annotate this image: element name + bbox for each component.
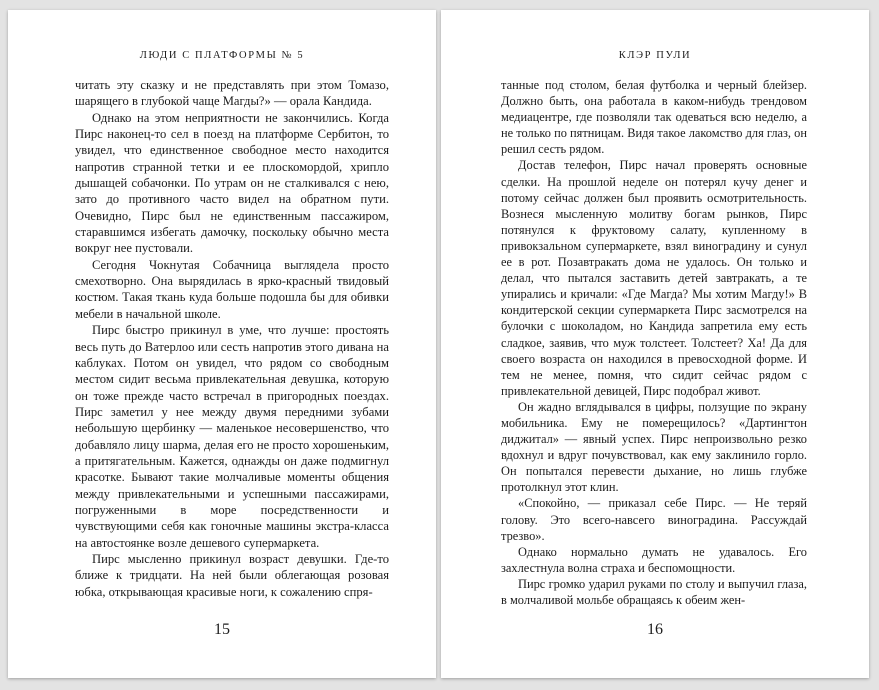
paragraph: Сегодня Чокнутая Собачница выглядела просто смехотворно. Она вырядилась в ярко-красный твидовый костюм. Такая ткань куда больше подошла бы для обивки мебели в начальной школе. bbox=[75, 257, 389, 321]
left-page-text bbox=[75, 77, 389, 600]
paragraph: Однако нормально думать не удавалось. Его захлестнула волна страха и беспомощности. bbox=[501, 544, 807, 575]
paragraph: Пирс мысленно прикинул возраст девушки. Где-то ближе к тридцати. На ней были облегающая розовая юбка, открывающая красивые ноги, к сожалению спря- bbox=[75, 551, 389, 599]
right-page bbox=[441, 10, 869, 678]
paragraph: Пирс громко ударил руками по столу и выпучил глаза, в молчаливой мольбе обращаясь к обеим жен- bbox=[501, 576, 807, 607]
left-page bbox=[8, 10, 436, 678]
page-number-left: 15 bbox=[214, 621, 230, 638]
paragraph: читать эту сказку и не представлять при этом Томазо, шарящего в глубокой чаще Магды?» — орала Кандида. bbox=[75, 78, 389, 109]
running-header-right: КЛЭР ПУЛИ bbox=[618, 50, 692, 61]
running-header-left: ЛЮДИ С ПЛАТФОРМЫ № 5 bbox=[139, 50, 305, 61]
paragraph: «Спокойно, — приказал себе Пирс. — Не теряй голову. Это всего-навсего виноградина. Рассуждай трезво». bbox=[501, 496, 807, 543]
page-number-right: 16 bbox=[647, 621, 663, 638]
paragraph: Однако на этом неприятности не закончились. Когда Пирс наконец-то сел в поезд на платформе Сербитон, то увидел, что единственное свободное место находится напротив странной тетки и ее плоскомордой, хрипло дышащей собачонки. По утрам он не сталкивался с нею, зато до противного часто видел на обратном пути. Очевидно, Пирс был не единственным пассажиром, старавшимся избегать дамочку, поскольку обычно места вокруг нее пустовали. bbox=[75, 110, 389, 256]
right-page-text bbox=[501, 77, 807, 608]
paragraph: Он жадно вглядывался в цифры, ползущие по экрану мобильника. Ему не померещилось? «Дартингтон диджитал» — явный успех. Пирс непроизвольно резко вдохнул и вдруг почувствовал, как ему заклинило горло. Он попытался перевести дыхание, но лишь глубже протолкнул этот клин. bbox=[501, 399, 807, 495]
paragraph: Пирс быстро прикинул в уме, что лучше: простоять весь путь до Ватерлоо или сесть напротив этого дивана на каблуках. Потом он увидел, что рядом со свободным местом сидит весьма привлекательная девушка, которую он тоже прежде часто встречал в пригородных поездах. Пирс заметил у нее между двумя передними зубами небольшую щербинку — маленькое несовершенство, что добавляло лицу шарма, делая его не просто хорошеньким, а притягательным. Кажется, однажды он даже подмигнул красотке. Бывают такие молчаливые моменты общения между привлекательными и успешными пассажирами, погруженными в море посредственности и чувствующими себя как гоночные машины экстра-класса на автостоянке возле дешевого супермаркета. bbox=[75, 323, 389, 550]
paragraph: танные под столом, белая футболка и черный блейзер. Должно быть, она работала в каком-нибудь трендовом медиацентре, где позволяли так одеваться всю неделю, а не только по пятницам. Видя такое лакомство для глаз, он решил сесть рядом. bbox=[501, 78, 807, 157]
paragraph: Достав телефон, Пирс начал проверять основные сделки. На прошлой неделе он потерял кучу денег и потому сейчас должен был проявить осмотрительность. Вознеся мысленную молитву богам рынков, Пирс потянулся к фруктовому салату, купленному в привокзальном супермаркете, взял виноградину и сунул ее в рот. Позавтракать дома не удалось. Он только и делал, что пытался заставить детей завтракать, а те упирались и кричали: «Где Магда? Мы хотим Магду!» В кондитерской секции супермаркета Пирс засмотрелся на булочки с шоколадом, но Кандида запретила ему есть сладкое, заявив, что муж толстеет. Толстеет? Ха! Да для своего возраста он находился в превосходной форме. И тем не менее, помня, что сидит сейчас рядом с привлекательной девицей, Пирс подобрал живот. bbox=[501, 158, 807, 398]
